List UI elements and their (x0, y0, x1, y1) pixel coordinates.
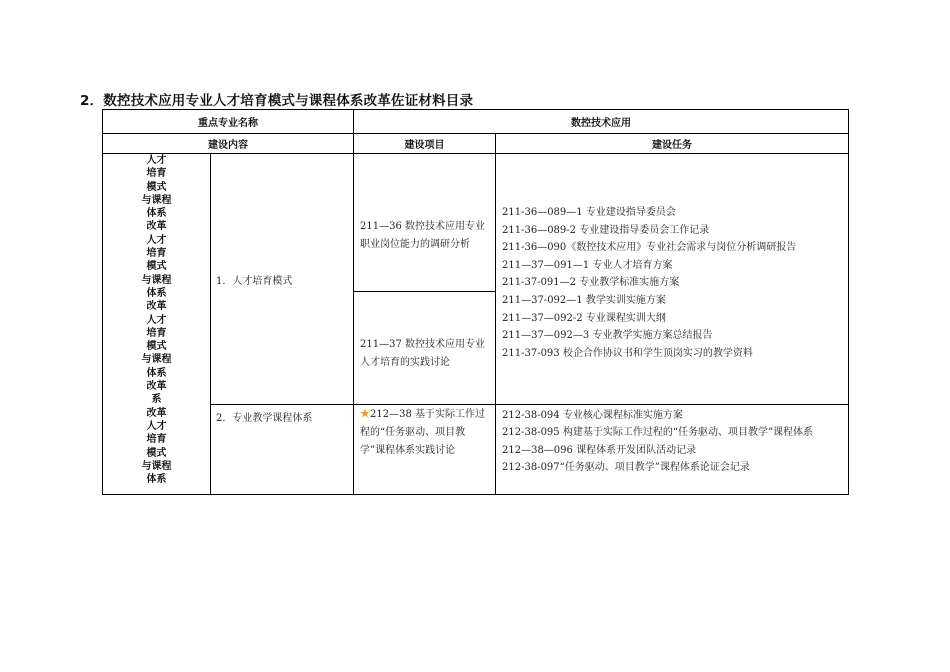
category-line: 系 (151, 394, 162, 406)
task-item: 211-36—090《数控技术应用》专业社会需求与岗位分析调研报告 (502, 242, 797, 254)
category-line: 与课程 (141, 354, 172, 366)
category-line: 培育 (146, 327, 167, 339)
category-line: 与课程 (141, 274, 172, 286)
category-line: 改革 (146, 221, 167, 233)
task-item: 212-38-094 专业核心课程标准实施方案 (502, 410, 683, 421)
category-line: 模式 (146, 261, 167, 273)
category-line: 体系 (146, 287, 167, 299)
category-line: 培育 (146, 248, 167, 260)
evidence-table (102, 109, 849, 495)
category-line: 人才 (146, 155, 167, 166)
project-212-38-text: 212—38 基于实际工作过程的“任务驱动、项目教学”课程体系实践讨论 (360, 409, 485, 456)
category-line: 模式 (146, 341, 167, 353)
category-line: 人才 (146, 420, 167, 432)
col-project-header: 建设项目 (353, 133, 496, 154)
content-item-curriculum-system: 2．专业教学课程体系 (210, 404, 354, 495)
col-content-header: 建设内容 (102, 133, 354, 154)
col-task-header: 建设任务 (495, 133, 849, 154)
category-line: 培育 (146, 434, 167, 446)
category-column (102, 153, 211, 495)
task-item: 211-37-091—2 专业教学标准实施方案 (502, 277, 680, 289)
category-line: 体系 (146, 474, 167, 486)
major-name-value: 数控技术应用 (353, 109, 849, 134)
task-item: 212-38-095 构建基于实际工作过程的“任务驱动、项目教学”课程体系 (502, 427, 814, 439)
task-list-curriculum-system (495, 404, 849, 495)
task-item: 211-37-093 校企合作协议书和学生顶岗实习的教学资料 (502, 347, 753, 359)
category-line: 人才 (146, 314, 167, 326)
category-line: 培育 (146, 168, 167, 180)
category-line: 与课程 (141, 194, 172, 206)
content-item-talent-model: 1．人才培育模式 (210, 153, 354, 405)
task-item: 211-36—089—1 专业建设指导委员会 (502, 207, 676, 218)
task-item: 212—38—096 课程体系开发团队活动记录 (502, 444, 697, 456)
category-line: 改革 (146, 407, 167, 419)
category-line: 改革 (146, 381, 167, 393)
project-211-37: 211—37 数控技术应用专业人才培育的实践讨论 (353, 291, 496, 405)
category-line: 体系 (146, 367, 167, 379)
category-line: 人才 (146, 234, 167, 246)
category-line: 体系 (146, 208, 167, 220)
document-heading: 2．数控技术应用专业人才培育模式与课程体系改革佐证材料目录 (80, 93, 474, 109)
project-212-38 (353, 404, 496, 495)
star-icon: ★ (360, 409, 370, 420)
task-item: 211—37-092—1 教学实训实施方案 (502, 294, 666, 306)
task-item: 212-38-097“任务驱动、项目教学”课程体系论证会记录 (502, 461, 750, 473)
project-211-36: 211—36 数控技术应用专业职业岗位能力的调研分析 (353, 153, 496, 292)
task-list-talent-model (495, 153, 849, 405)
task-item: 211—37—092-2 专业课程实训大纲 (502, 312, 666, 324)
category-line: 模式 (146, 447, 167, 459)
category-line: 与课程 (141, 460, 172, 472)
task-item: 211—37—092—3 专业教学实施方案总结报告 (502, 330, 713, 342)
category-line: 改革 (146, 301, 167, 313)
task-item: 211—37—091—1 专业人才培育方案 (502, 259, 673, 271)
category-line: 模式 (146, 181, 167, 193)
task-item: 211-36—089-2 专业建设指导委员会工作记录 (502, 224, 710, 236)
major-name-label: 重点专业名称 (102, 109, 354, 134)
